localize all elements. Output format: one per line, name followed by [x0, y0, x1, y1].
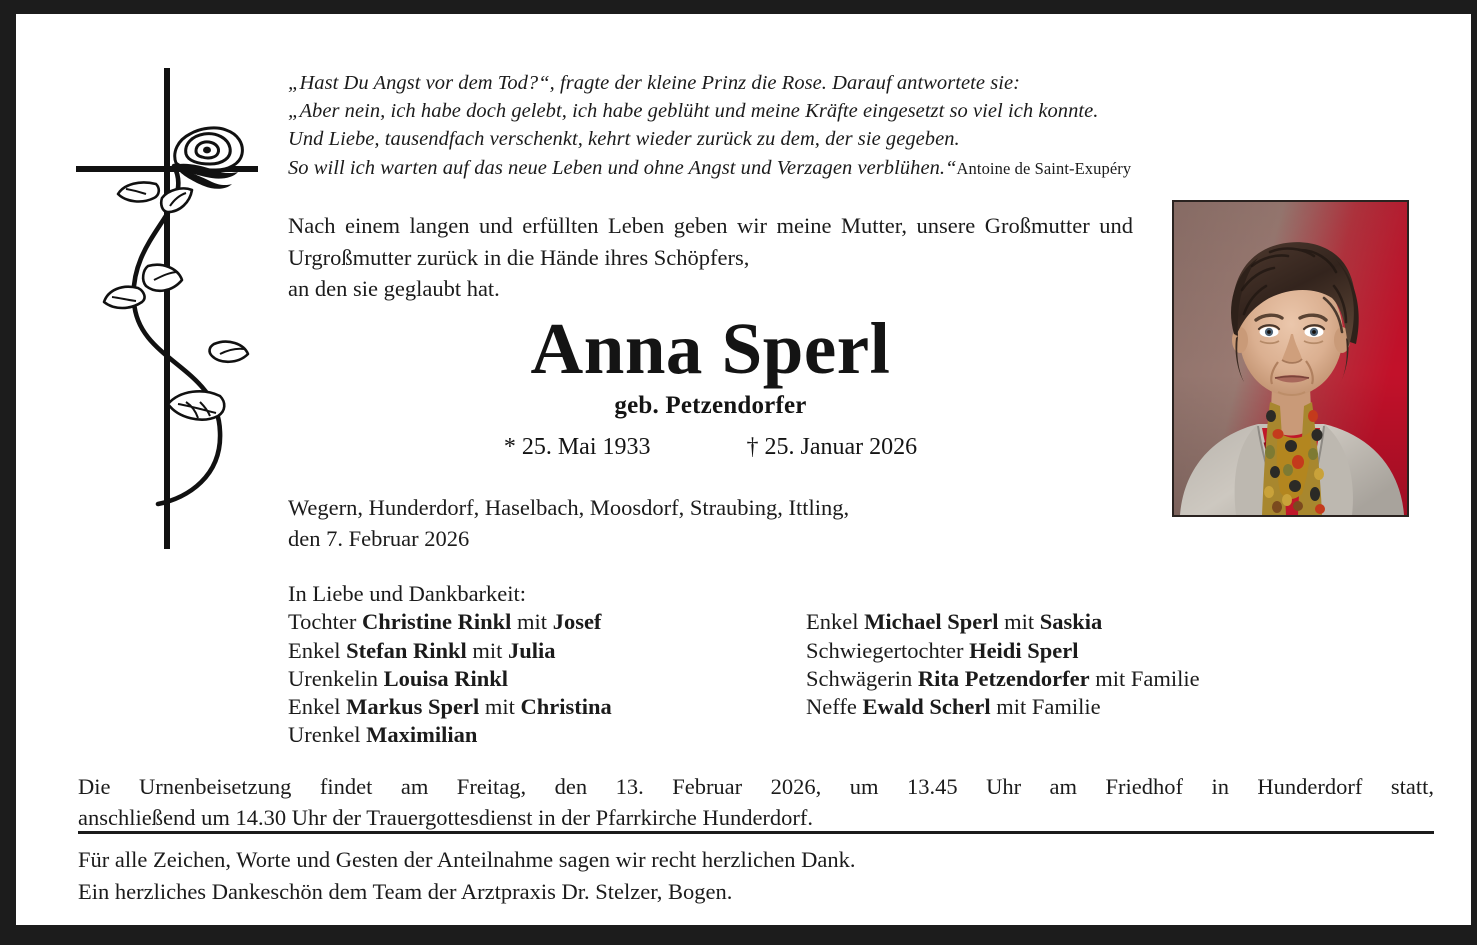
portrait-photo	[1172, 200, 1409, 517]
family-conjunction: mit	[466, 637, 509, 663]
family-member-name: Ewald Scherl	[862, 694, 991, 720]
intro-paragraph	[288, 210, 1133, 305]
family-partner-name: Christina	[520, 694, 612, 720]
family-member-name: Louisa Rinkl	[383, 665, 509, 691]
family-relation: Schwägerin	[806, 665, 918, 691]
family-relation: Schwiegertochter	[806, 637, 970, 663]
obituary-card	[16, 14, 1471, 925]
family-member-name: Markus Sperl	[346, 694, 480, 720]
family-block	[288, 580, 1408, 750]
places-and-date	[288, 492, 1188, 554]
family-line	[288, 721, 806, 749]
quote-line-4-text: So will ich warten auf das neue Leben und ohne Angst und Verzagen verblühen.“	[288, 156, 957, 179]
family-line	[288, 665, 806, 693]
family-heading: In Liebe und Dankbarkeit:	[288, 581, 527, 606]
notice-date-line: den 7. Februar 2026	[288, 526, 470, 551]
life-dates	[288, 432, 1133, 462]
thanks-block	[78, 844, 1434, 907]
intro-text: Nach einem langen und erfüllten Leben geben wir meine Mutter, unsere Großmutter und Urgroßmutter zurück in die Hände ihres Schöpfers,	[288, 213, 1133, 270]
family-relation: Enkel	[288, 637, 347, 663]
family-relation: Tochter	[288, 609, 363, 635]
family-member-name: Christine Rinkl	[362, 609, 512, 635]
quote-line-4	[288, 154, 1433, 183]
family-partner-name: Julia	[508, 637, 556, 663]
family-member-name: Heidi Sperl	[969, 637, 1079, 663]
cross-with-rose-icon	[68, 66, 273, 551]
family-suffix: mit Familie	[990, 694, 1101, 720]
funeral-line-2: anschließend um 14.30 Uhr der Trauergottesdienst in der Pfarrkirche Hunderdorf.	[78, 805, 814, 830]
family-line	[288, 693, 806, 721]
family-relation: Neffe	[806, 694, 863, 720]
family-member-name: Rita Petzendorfer	[917, 665, 1090, 691]
family-partner-name: Josef	[552, 609, 602, 635]
family-relation: Enkel	[806, 609, 865, 635]
thanks-line-2: Ein herzliches Dankeschön dem Team der Arztpraxis Dr. Stelzer, Bogen.	[78, 878, 733, 904]
name-block	[288, 310, 1133, 462]
birth-date: * 25. Mai 1933	[503, 434, 651, 460]
family-member-name: Michael Sperl	[864, 609, 999, 635]
death-date: † 25. Januar 2026	[746, 434, 918, 460]
quote-author: Antoine de Saint-Exupéry	[956, 158, 1132, 178]
deceased-name: Anna Sperl	[530, 308, 891, 389]
family-columns	[288, 608, 1408, 749]
family-column-left	[288, 608, 806, 749]
family-line	[288, 637, 806, 665]
thanks-line-1: Für alle Zeichen, Worte und Gesten der Anteilnahme sagen wir recht herzlichen Dank.	[78, 847, 856, 872]
quote-line-1: „Hast Du Angst vor dem Tod?“, fragte der kleine Prinz die Rose. Darauf antwortete sie:	[288, 72, 1021, 94]
family-column-right	[806, 608, 1366, 749]
deceased-maiden-name: geb. Petzendorfer	[614, 392, 807, 419]
family-relation: Urenkel	[288, 722, 367, 748]
family-conjunction: mit	[998, 609, 1040, 635]
family-member-name: Stefan Rinkl	[346, 637, 467, 663]
family-partner-name: Saskia	[1039, 609, 1103, 635]
family-relation: Enkel	[288, 694, 347, 720]
family-line	[806, 608, 1366, 636]
quote-line-3: Und Liebe, tausendfach verschenkt, kehrt wieder zurück zu dem, der sie gegeben.	[288, 128, 960, 151]
funeral-line-1: Die Urnenbeisetzung findet am Freitag, den 13. Februar 2026, um 13.45 Uhr am Friedhof in Hunderdorf statt,	[78, 774, 1434, 799]
places-line: Wegern, Hunderdorf, Haselbach, Moosdorf, Straubing, Ittling,	[288, 495, 850, 520]
family-line	[806, 665, 1366, 693]
family-line	[806, 637, 1366, 665]
family-relation: Urenkelin	[288, 665, 384, 691]
intro-text-last-line: an den sie geglaubt hat.	[288, 276, 500, 301]
quote-block	[288, 69, 1433, 183]
quote-line-2: „Aber nein, ich habe doch gelebt, ich habe geblüht und meine Kräfte eingesetzt so viel ich konnte.	[288, 100, 1099, 123]
family-member-name: Maximilian	[366, 722, 478, 748]
family-conjunction: mit	[511, 609, 553, 635]
divider-rule	[78, 831, 1434, 834]
family-suffix: mit Familie	[1089, 665, 1200, 691]
funeral-info	[78, 771, 1434, 833]
family-conjunction: mit	[479, 694, 521, 720]
family-line	[806, 693, 1366, 721]
family-line	[288, 608, 806, 636]
